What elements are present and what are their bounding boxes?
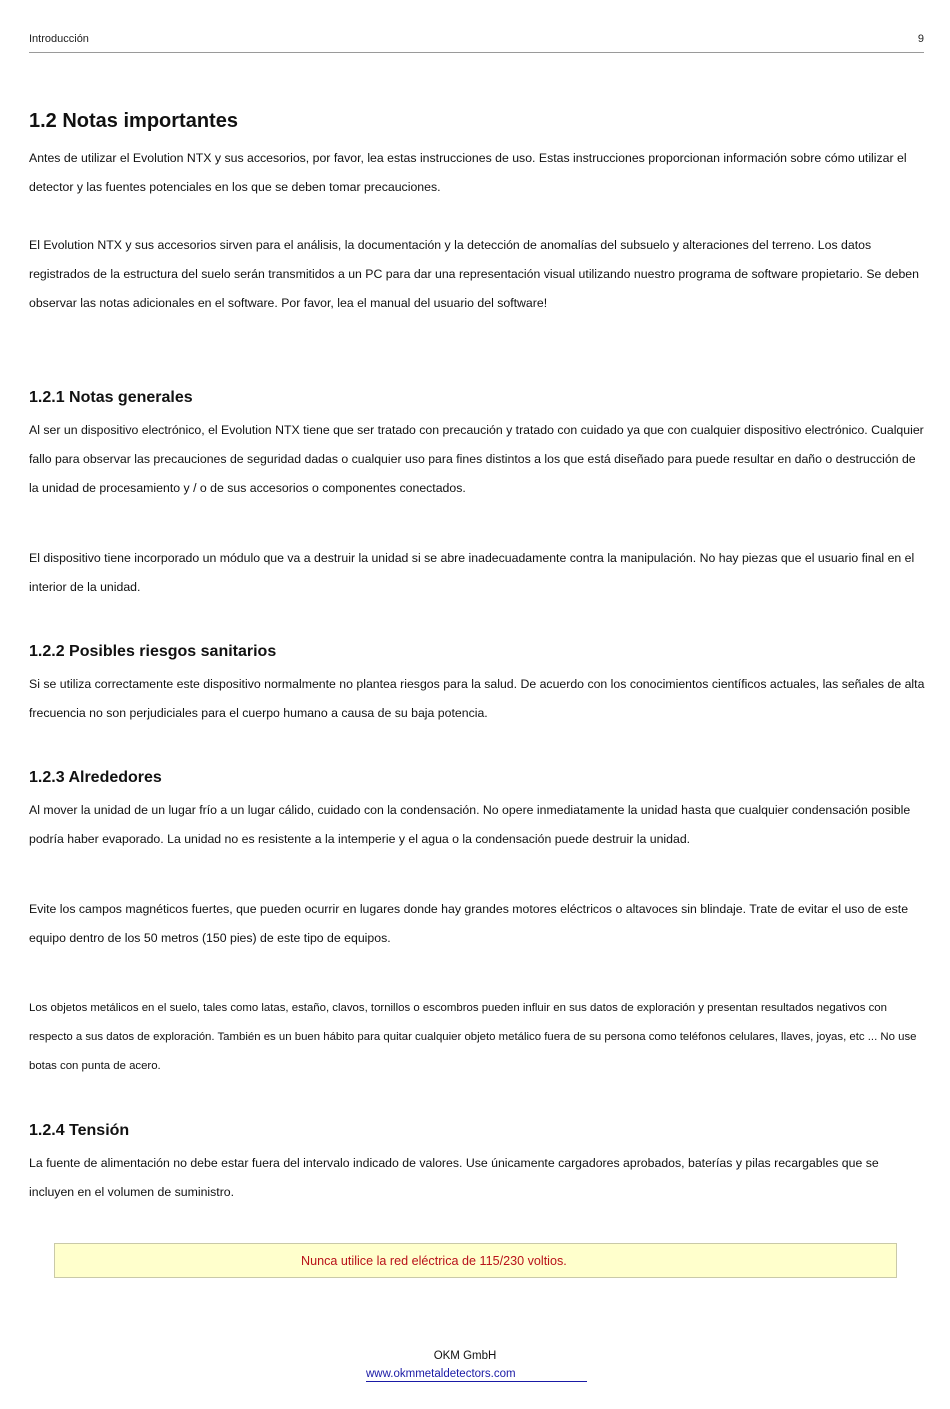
warning-box xyxy=(54,1243,897,1278)
paragraph: Antes de utilizar el Evolution NTX y sus accesorios, por favor, lea estas instrucciones de uso. Estas instrucciones proporcionan información sobre cómo utilizar el detector y las fuentes potenciales en los que se deben tomar precauciones. xyxy=(29,151,907,194)
paragraph: Al mover la unidad de un lugar frío a un lugar cálido, cuidado con la condensación. No opere inmediatamente la unidad hasta que cualquier condensación posible podría haber evaporado. La unidad no es resistente a la intemperie y el agua o la condensación puede destruir la unidad. xyxy=(29,803,911,846)
paragraph: Los objetos metálicos en el suelo, tales como latas, estaño, clavos, tornillos o escombros pueden influir en sus datos de exploración y presentan resultados negativos con respecto a sus datos de exploración. También es un buen hábito para quitar cualquier objeto metálico fuera de su persona como teléfonos celulares, llaves, joyas, etc ... No use botas con punta de acero. xyxy=(29,1002,917,1072)
paragraph: La fuente de alimentación no debe estar fuera del intervalo indicado de valores. Use únicamente cargadores aprobados, baterías y pilas recargables que se incluyen en el volumen de suministro. xyxy=(29,1156,879,1199)
paragraph: Si se utiliza correctamente este dispositivo normalmente no plantea riesgos para la salud. De acuerdo con los conocimientos científicos actuales, las señales de alta frecuencia no son perjudiciales para el cuerpo humano a causa de su baja potencia. xyxy=(29,677,925,720)
heading-notas-importantes: 1.2 Notas importantes xyxy=(29,110,238,132)
heading-tension: 1.2.4 Tensión xyxy=(29,1122,130,1139)
page-content xyxy=(29,106,926,1207)
paragraph: Al ser un dispositivo electrónico, el Evolution NTX tiene que ser tratado con precaución y tratado con cuidado ya que con cualquier dispositivo electrónico. Cualquier fallo para observar las precauciones de seguridad dadas o cualquier uso para fines distintos a los que está diseñado para puede resultar en daño o destrucción de la unidad de procesamiento y / o de sus accesorios o componentes conectados. xyxy=(29,423,924,495)
paragraph: Evite los campos magnéticos fuertes, que pueden ocurrir en lugares donde hay grandes motores eléctricos o altavoces sin blindaje. Trate de evitar el uso de este equipo dentro de los 50 metros (150 pies) de este tipo de equipos. xyxy=(29,902,909,945)
header-section-title: Introducción xyxy=(29,33,89,45)
footer-website-link[interactable]: www.okmmetaldetectors.com xyxy=(366,1368,587,1382)
warning-text: Nunca utilice la red eléctrica de 115/230 voltios. xyxy=(301,1254,567,1268)
paragraph: El dispositivo tiene incorporado un módulo que va a destruir la unidad si se abre inadecuadamente contra la manipulación. No hay piezas que el usuario final en el interior de la unidad. xyxy=(29,551,915,594)
footer-company: OKM GmbH xyxy=(433,1350,497,1362)
page-header xyxy=(29,30,924,53)
heading-alrededores: 1.2.3 Alrededores xyxy=(29,769,162,786)
paragraph: El Evolution NTX y sus accesorios sirven para el análisis, la documentación y la detección de anomalías del subsuelo y alteraciones del terreno. Los datos registrados de la estructura del suelo serán transmitidos a un PC para dar una representación visual utilizando nuestro programa de software propietario. Se deben observar las notas adicionales en el software. Por favor, lea el manual del usuario del software! xyxy=(29,238,919,310)
heading-posibles-riesgos: 1.2.2 Posibles riesgos sanitarios xyxy=(29,643,277,660)
page-number: 9 xyxy=(917,33,924,45)
heading-notas-generales: 1.2.1 Notas generales xyxy=(29,389,193,406)
